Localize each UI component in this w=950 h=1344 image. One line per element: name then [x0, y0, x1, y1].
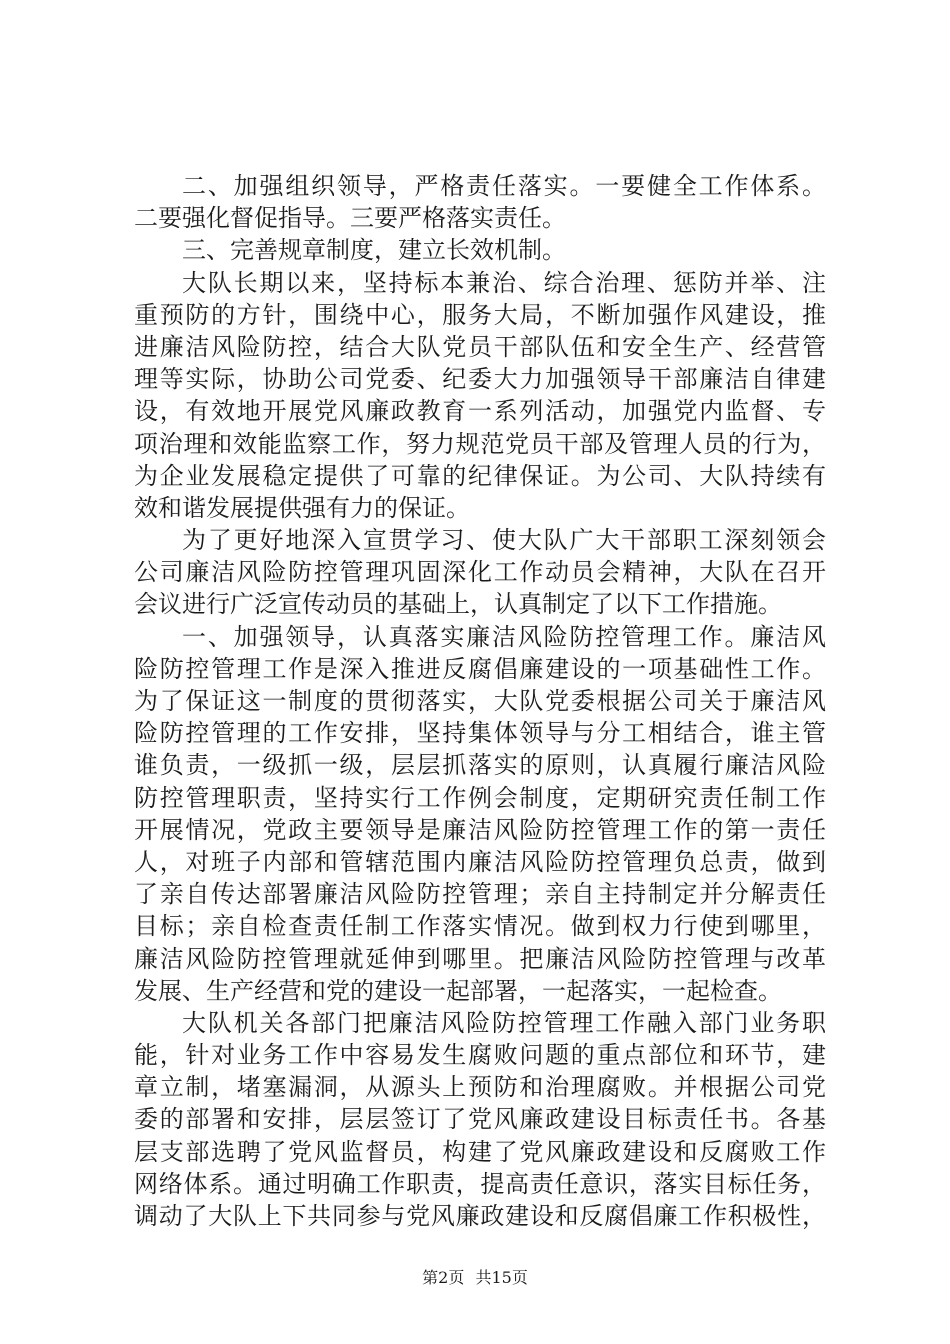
text-line: 为了更好地深入宣贯学习、使大队广大干部职工深刻领会: [182, 526, 826, 555]
text-line: 为了保证这一制度的贯彻落实，大队党委根据公司关于廉洁风: [134, 687, 826, 715]
text-line: 层支部选聘了党风监督员，构建了党风廉政建设和反腐败工作: [134, 1137, 826, 1166]
text-line: 进廉洁风险防控，结合大队党员干部队伍和安全生产、经营管: [134, 332, 826, 361]
text-line: 效和谐发展提供强有力的保证。: [134, 493, 470, 522]
text-line: 章立制，堵塞漏洞，从源头上预防和治理腐败。并根据公司党: [134, 1073, 826, 1102]
text-line: 委的部署和安排，层层签订了党风廉政建设目标责任书。各基: [134, 1105, 826, 1134]
text-line: 防控管理职责，坚持实行工作例会制度，定期研究责任制工作: [134, 783, 826, 812]
body-text: [134, 170, 826, 1232]
text-line: 一、加强领导，认真落实廉洁风险防控管理工作。廉洁风: [182, 622, 826, 651]
text-line: 险防控管理工作是深入推进反腐倡廉建设的一项基础性工作。: [134, 654, 826, 683]
page-total: 共15页: [475, 1268, 528, 1287]
text-line: 发展、生产经营和党的建设一起部署，一起落实，一起检查。: [134, 976, 782, 1005]
text-line: 重预防的方针，围绕中心，服务大局，不断加强作风建设，推: [134, 300, 826, 329]
text-line: 三、完善规章制度，建立长效机制。: [182, 236, 566, 265]
text-line: 调动了大队上下共同参与党风廉政建设和反腐倡廉工作积极性，: [134, 1202, 826, 1230]
text-line: 网络体系。通过明确工作职责，提高责任意识，落实目标任务，: [134, 1169, 826, 1198]
text-line: 项治理和效能监察工作，努力规范党员干部及管理人员的行为，: [134, 429, 826, 458]
text-line: 大队长期以来，坚持标本兼治、综合治理、惩防并举、注: [182, 268, 826, 297]
text-line: 二、加强组织领导，严格责任落实。一要健全工作体系。: [182, 172, 826, 200]
text-line: 险防控管理的工作安排，坚持集体领导与分工相结合，谁主管: [134, 719, 826, 748]
text-line: 设，有效地开展党风廉政教育一系列活动，加强党内监督、专: [134, 397, 826, 426]
text-line: 能，针对业务工作中容易发生腐败问题的重点部位和环节，建: [134, 1041, 826, 1070]
text-line: 为企业发展稳定提供了可靠的纪律保证。为公司、大队持续有: [134, 461, 826, 490]
text-line: 二要强化督促指导。三要严格落实责任。: [134, 204, 566, 233]
text-line: 了亲自传达部署廉洁风险防控管理；亲自主持制定并分解责任: [134, 880, 826, 909]
text-line: 廉洁风险防控管理就延伸到哪里。把廉洁风险防控管理与改革: [134, 944, 826, 973]
page-number: 第2页: [422, 1268, 465, 1287]
text-line: 目标；亲自检查责任制工作落实情况。做到权力行使到哪里，: [134, 912, 826, 941]
text-line: 人，对班子内部和管辖范围内廉洁风险防控管理负总责，做到: [134, 847, 826, 876]
page-footer: [0, 1268, 950, 1288]
text-line: 理等实际，协助公司党委、纪委大力加强领导干部廉洁自律建: [134, 365, 826, 394]
text-line: 公司廉洁风险防控管理巩固深化工作动员会精神，大队在召开: [134, 558, 826, 587]
text-line: 会议进行广泛宣传动员的基础上，认真制定了以下工作措施。: [134, 590, 782, 619]
text-line: 谁负责，一级抓一级，层层抓落实的原则，认真履行廉洁风险: [134, 751, 826, 780]
text-line: 大队机关各部门把廉洁风险防控管理工作融入部门业务职: [182, 1008, 826, 1037]
text-line: 开展情况，党政主要领导是廉洁风险防控管理工作的第一责任: [134, 815, 826, 844]
